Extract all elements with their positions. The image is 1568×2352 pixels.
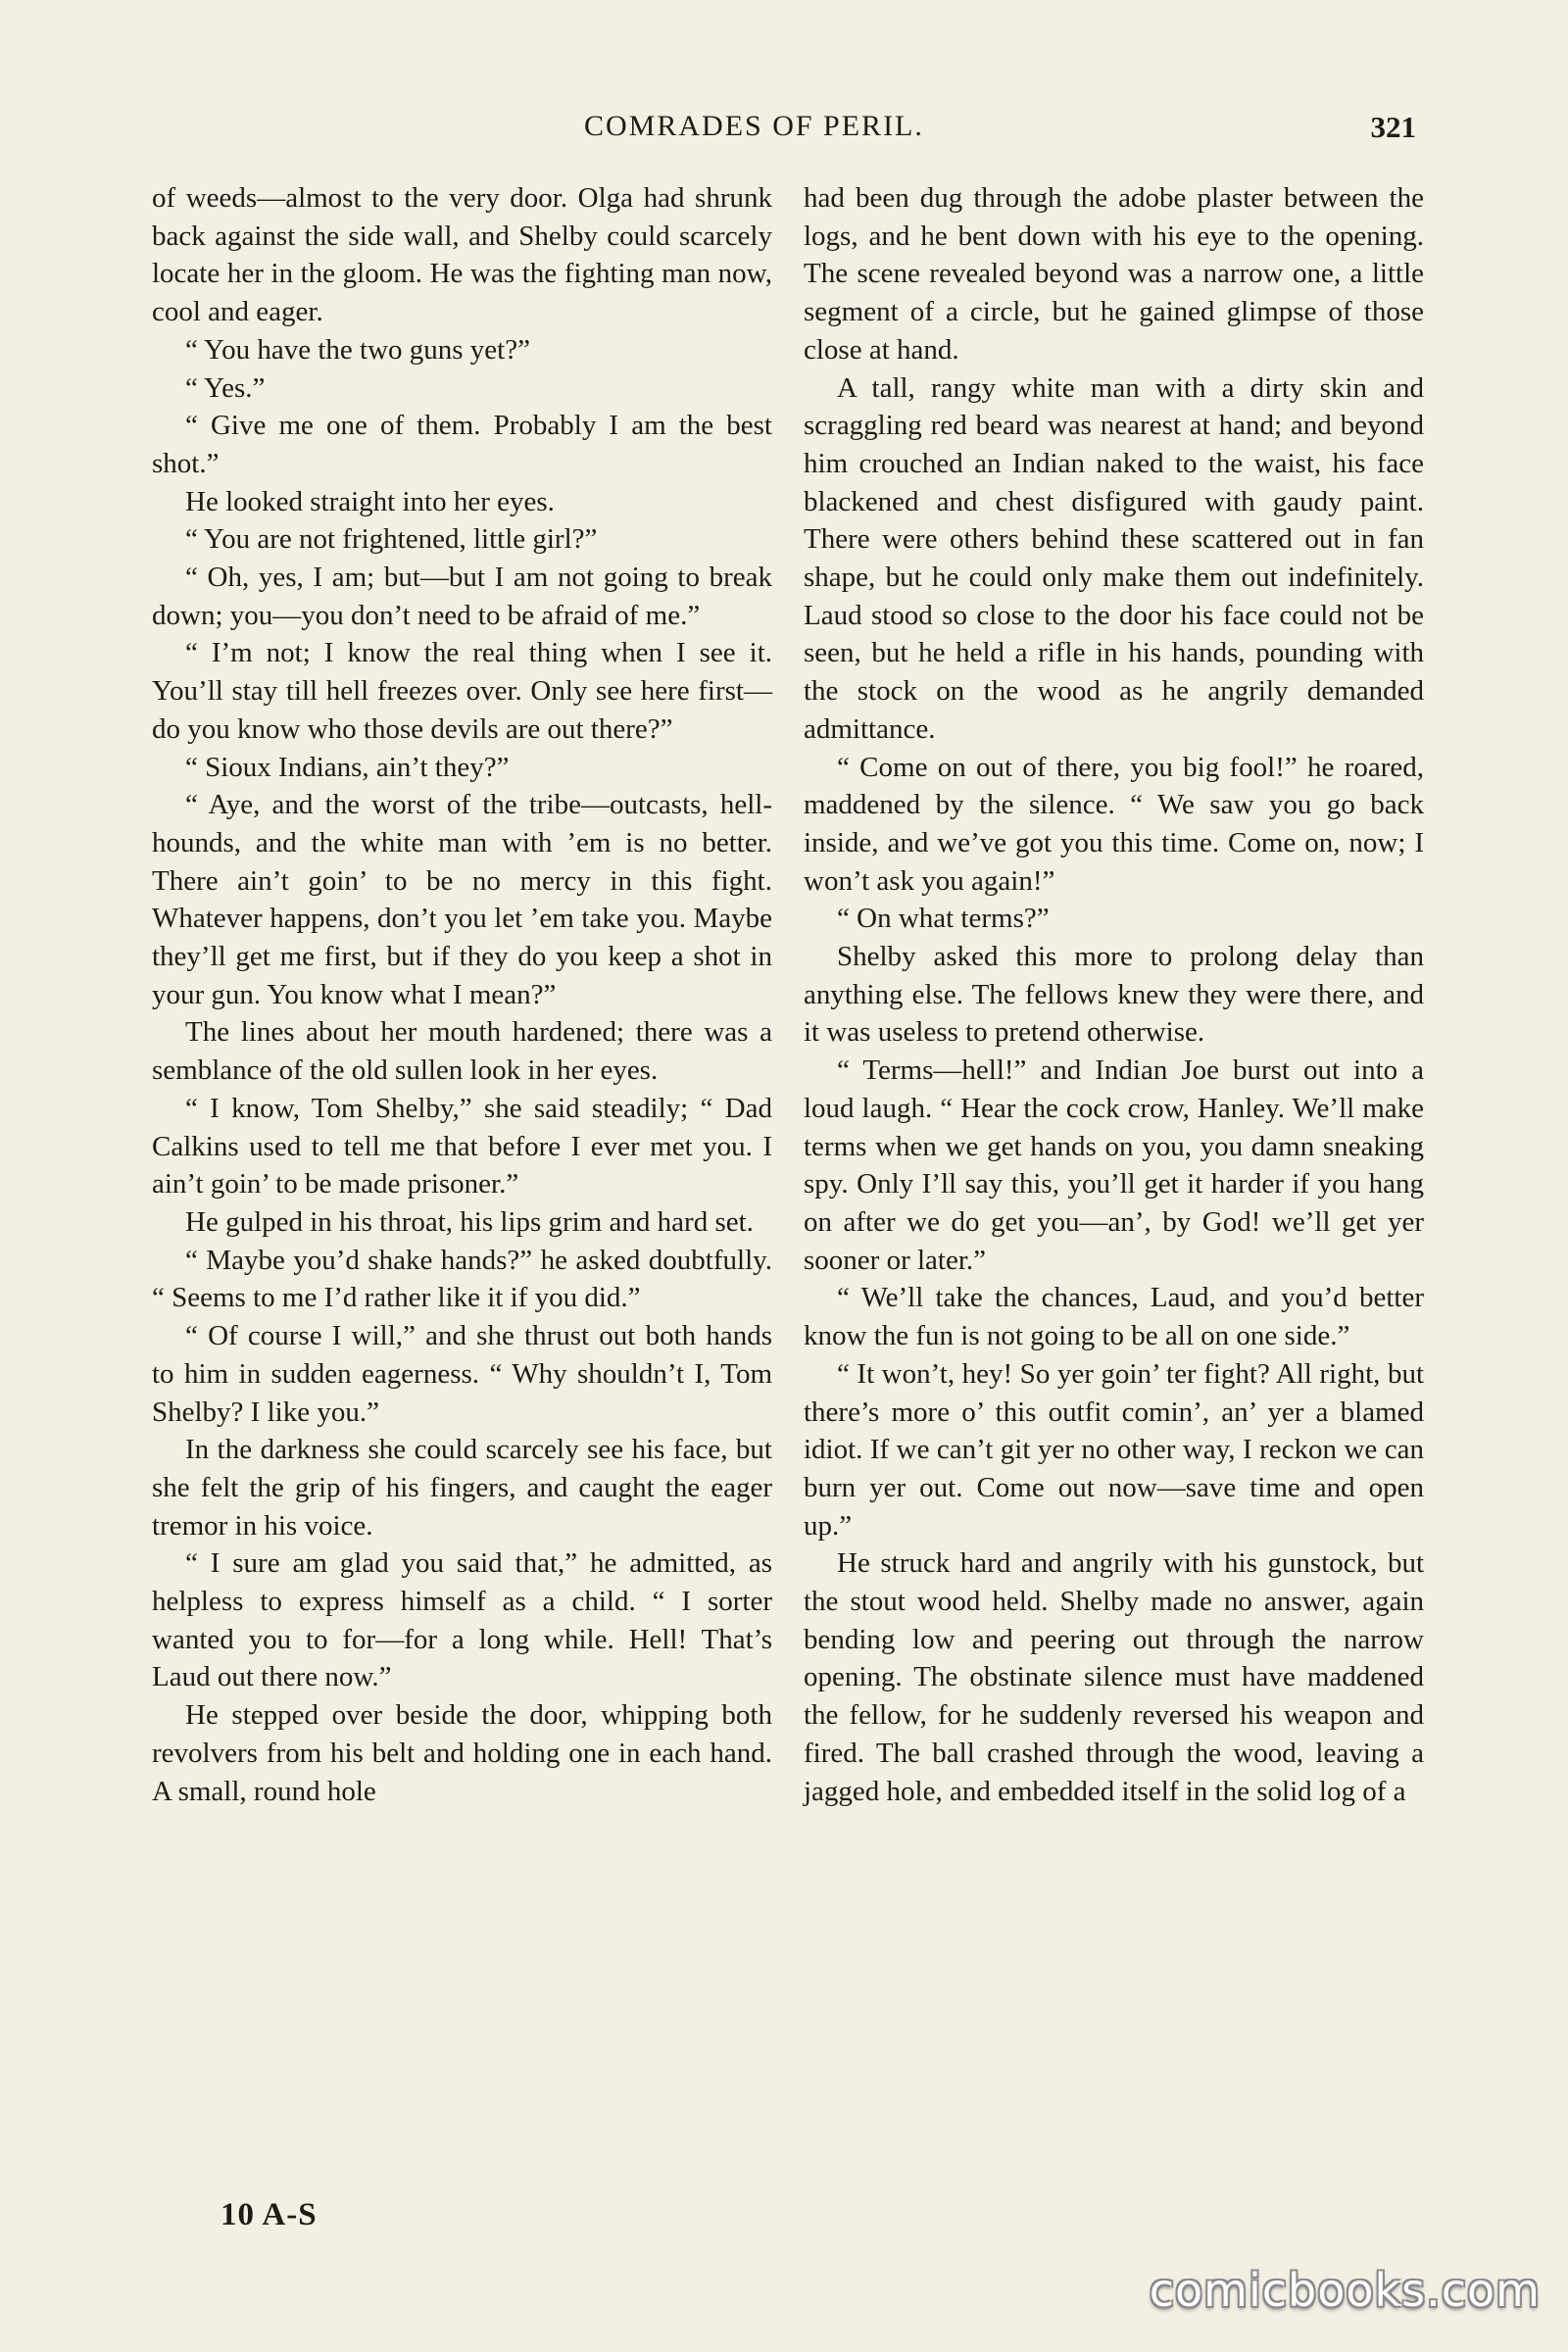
page-number: 321 — [1370, 110, 1416, 144]
paragraph: “ On what terms?” — [837, 903, 1050, 935]
paragraph: “ Oh, yes, I am; but—but I am not going to break down; you—you don’t need to be afraid of me.” — [152, 562, 772, 631]
paragraph: “ You have the two guns yet?” — [185, 333, 530, 366]
paragraph: The lines about her mouth hardened; there was a semblance of the old sullen look in her eyes. — [152, 1016, 772, 1087]
paragraph: In the darkness she could scarcely see his face, but she felt the grip of his fingers, and caught the eager tremor in his voice. — [152, 1434, 772, 1542]
paragraph: He looked straight into her eyes. — [185, 485, 555, 517]
paragraph: “ Come on out of there, you big fool!” he roared, maddened by the silence. “ We saw you go back inside, and we’ve got you this time. Come on, now; I won’t ask you again!” — [804, 751, 1424, 897]
site-watermark: comicbooks.com — [1149, 2264, 1541, 2317]
running-title: COMRADES OF PERIL. — [584, 110, 924, 142]
paragraph: “ Give me one of them. Probably I am the best shot.” — [152, 410, 772, 479]
paragraph: “ Of course I will,” and she thrust out both hands to him in sudden eagerness. “ Why shouldn’t I, Tom Shelby? I like you.” — [152, 1320, 772, 1428]
paragraph: had been dug through the adobe plaster between the logs, and he bent down with his eye to the opening. The scene revealed beyond was a narrow one, a little segment of a circle, but he gained glimpse of those close at hand. — [804, 182, 1424, 366]
paragraph: Shelby asked this more to prolong delay than anything else. The fellows knew they were there, and it was useless to pretend otherwise. — [804, 941, 1424, 1049]
paragraph: “ Yes.” — [185, 371, 266, 404]
paragraph: “ We’ll take the chances, Laud, and you’d better know the fun is not going to be all on one side.” — [804, 1282, 1424, 1352]
paragraph: He stepped over beside the door, whipping both revolvers from his belt and holding one in each hand. A small, round hole — [152, 1699, 772, 1807]
paragraph: He gulped in his throat, his lips grim and hard set. — [185, 1205, 754, 1238]
paragraph: “ Terms—hell!” and Indian Joe burst out into a loud laugh. “ Hear the cock crow, Hanley. We’ll make terms when we get hands on you, you damn sneaking spy. Only I’ll say this, you’ll get it harder if you hang on after we do get you—an’, by God! we’ll get yer sooner or later.” — [804, 1054, 1424, 1276]
paragraph: “ Sioux Indians, ain’t they?” — [185, 751, 510, 783]
paragraph: He struck hard and angrily with his gunstock, but the stout wood held. Shelby made no answer, again bending low and peering out through the narrow opening. The obstinate silence must have maddened the fellow, for he suddenly reversed his weapon and fired. The ball crashed through the wood, leaving a jagged hole, and embedded itself in the solid log of a — [804, 1547, 1424, 1807]
paragraph: “ It won’t, hey! So yer goin’ ter fight? All right, but there’s more o’ this outfit comin’, an’ yer a blamed idiot. If we can’t git yer no other way, I reckon we can burn yer out. Come out now—save time and open up.” — [804, 1357, 1424, 1542]
paragraph: “ You are not frightened, little girl?” — [185, 523, 598, 556]
right-text-column — [804, 179, 1424, 1810]
paragraph: of weeds—almost to the very door. Olga had shrunk back against the side wall, and Shelby could scarcely locate her in the gloom. He was the fighting man now, cool and eager. — [152, 182, 772, 328]
paragraph: “ Maybe you’d shake hands?” he asked doubtfully. “ Seems to me I’d rather like it if you did.” — [152, 1244, 772, 1314]
page-header — [147, 110, 1416, 159]
left-text-column — [152, 179, 772, 1810]
paragraph: “ Aye, and the worst of the tribe—outcasts, hell-hounds, and the white man with ’em is no better. There ain’t goin’ to be no mercy in this fight. Whatever happens, don’t you let ’em take you. Maybe they’ll get me first, but if they do you keep a shot in your gun. You know what I mean?” — [152, 789, 772, 1010]
printer-signature-mark: 10 A-S — [220, 2197, 318, 2232]
paragraph: “ I’m not; I know the real thing when I see it. You’ll stay till hell freezes over. Only see here first—do you know who those devils are out there?” — [152, 637, 772, 745]
paragraph: “ I sure am glad you said that,” he admitted, as helpless to express himself as a child. “ I sorter wanted you to for—for a long while. Hell! That’s Laud out there now.” — [152, 1547, 772, 1693]
paragraph: A tall, rangy white man with a dirty skin and scraggling red beard was nearest at hand; and beyond him crouched an Indian naked to the waist, his face blackened and chest disfigured with gaudy paint. There were others behind these scattered out in fan shape, but he could only make them out indefinitely. Laud stood so close to the door his face could not be seen, but he held a rifle in his hands, pounding with the stock on the wood as he angrily demanded admittance. — [804, 371, 1424, 745]
paragraph: “ I know, Tom Shelby,” she said steadily; “ Dad Calkins used to tell me that before I ever met you. I ain’t goin’ to be made prisoner.” — [152, 1092, 772, 1200]
